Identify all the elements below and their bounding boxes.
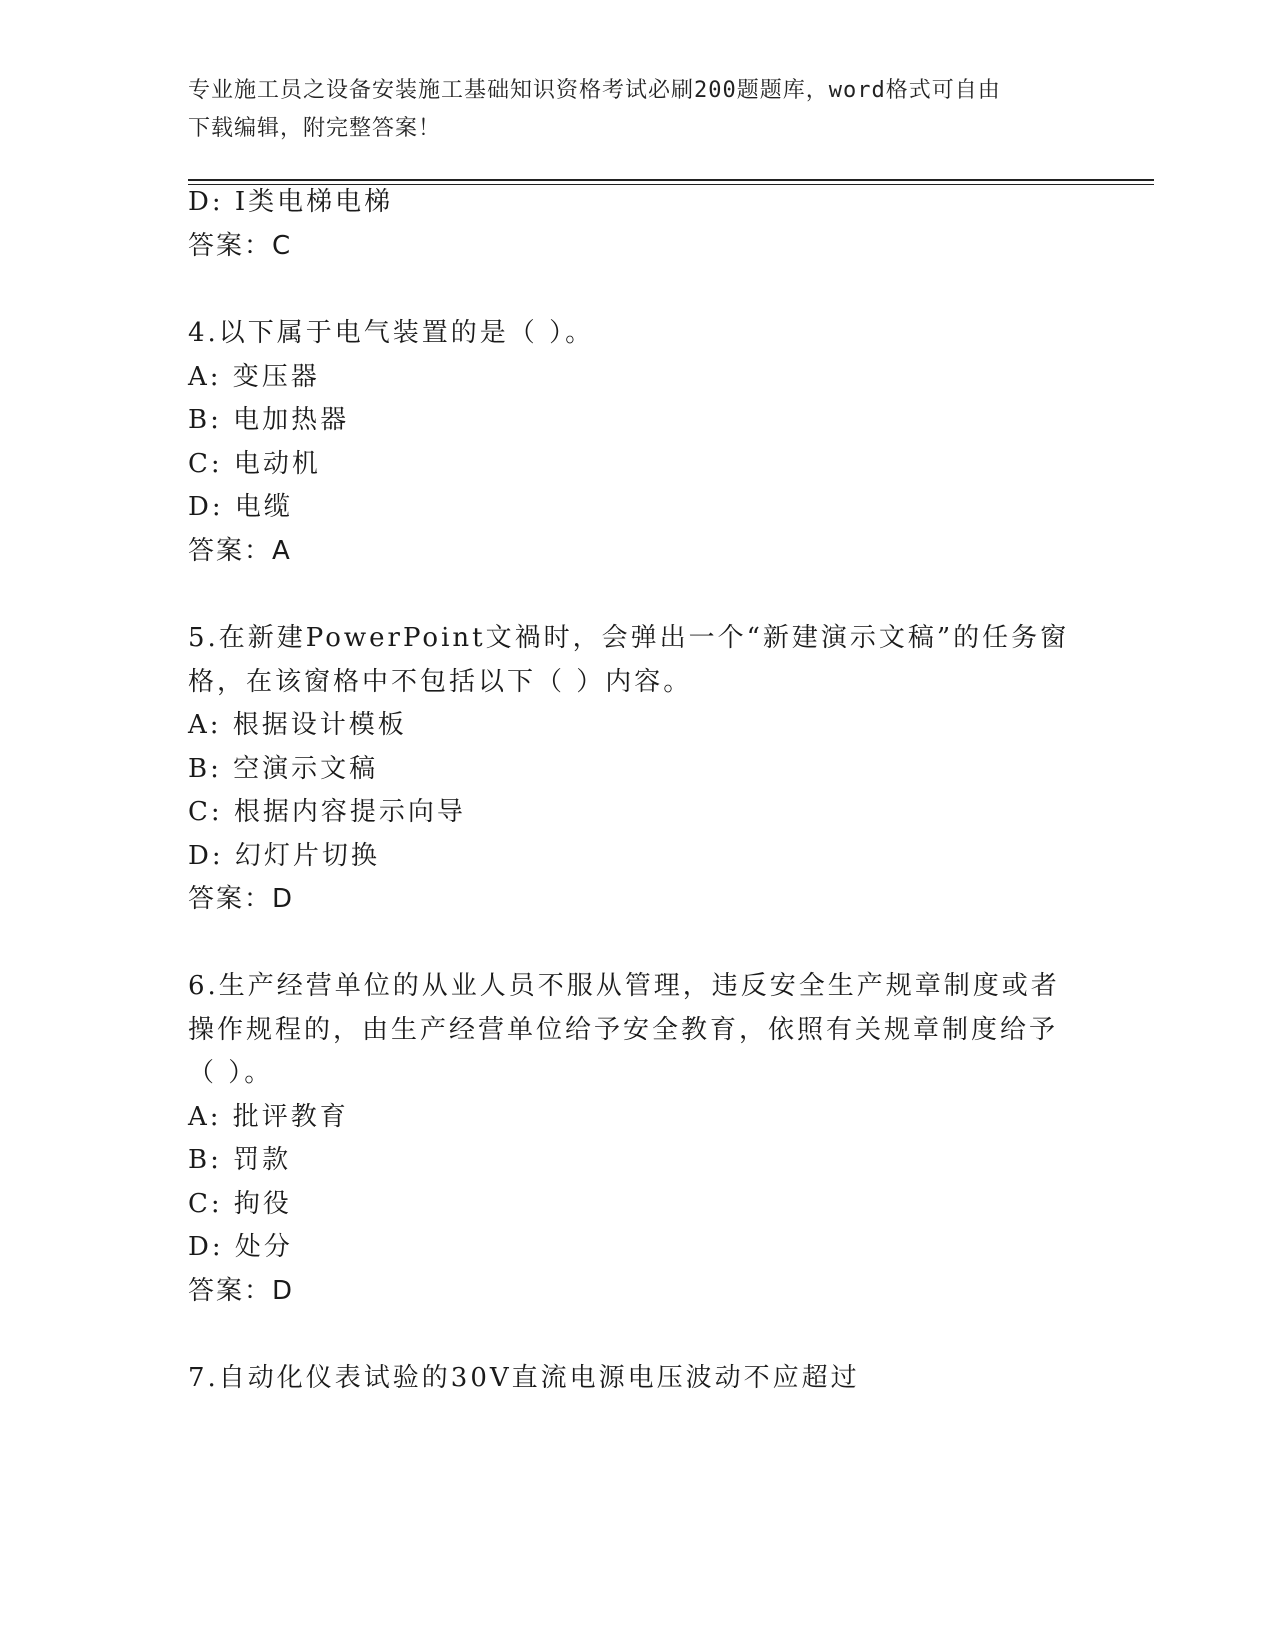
q6-option-a: A: 批评教育 [188, 1102, 349, 1132]
q5-stem-line-1: 5.在新建PowerPoint文禍时，会弹出一个“新建演示文稿”的任务窗 [188, 623, 1070, 653]
q6-option-c: C: 拘役 [188, 1189, 292, 1219]
header-rule-thin [188, 184, 1154, 185]
q6-stem-line-1: 6.生产经营单位的从业人员不服从管理，违反安全生产规章制度或者 [188, 971, 1060, 1001]
q3-answer: 答案：C [188, 231, 293, 261]
q6-stem-line-2: 操作规程的，由生产经营单位给予安全教育，依照有关规章制度给予 [188, 1015, 1059, 1045]
q4-option-a: A: 变压器 [188, 362, 320, 392]
q7-stem: 7.自动化仪表试验的30V直流电源电压波动不应超过 [188, 1363, 860, 1393]
q5-option-c: C: 根据内容提示向导 [188, 797, 466, 827]
q4-option-c: C: 电动机 [188, 449, 321, 479]
q5-answer: 答案：D [188, 884, 295, 914]
q6-stem-line-3: （ ）。 [188, 1058, 274, 1088]
q4-option-b: B: 电加热器 [188, 405, 350, 435]
header-rule-thick [188, 179, 1154, 181]
header-line-1: 专业施工员之设备安装施工基础知识资格考试必刷200题题库，word格式可自由 [188, 78, 1001, 103]
q5-option-a: A: 根据设计模板 [188, 710, 407, 740]
q4-option-d: D: 电缆 [188, 492, 293, 522]
q4-stem: 4.以下属于电气装置的是（ ）。 [188, 318, 595, 348]
header-line-2: 下载编辑，附完整答案！ [188, 116, 442, 141]
q6-option-d: D: 处分 [188, 1232, 293, 1262]
q5-option-b: B: 空演示文稿 [188, 754, 379, 784]
q5-option-d: D: 幻灯片切换 [188, 841, 380, 871]
q3-option-d: D: Ⅰ类电梯电梯 [188, 187, 394, 217]
document-header-note [188, 72, 1088, 148]
q6-option-b: B: 罚款 [188, 1145, 292, 1175]
q5-stem-line-2: 格，在该窗格中不包括以下（ ）内容。 [188, 667, 693, 697]
q6-answer: 答案：D [188, 1276, 295, 1306]
q4-answer: 答案：A [188, 536, 292, 566]
